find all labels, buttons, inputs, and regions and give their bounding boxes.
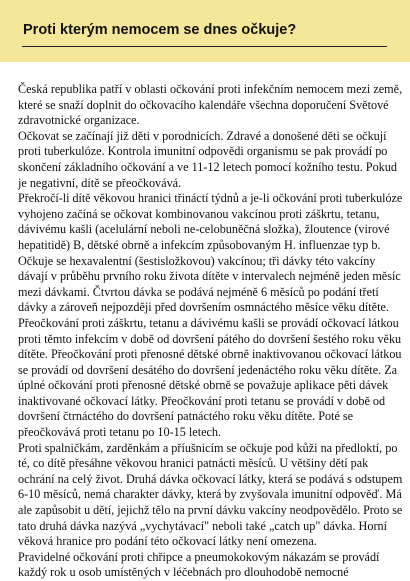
text-line: Pravidelné očkování proti chřipce a pneumokokovým nákazám se provádí (18, 549, 380, 564)
text-line: Očkuje se hexavalentní (šestisložkovou) vakcínou; tři dávky této vakcíny (18, 253, 376, 268)
title-underline (22, 46, 387, 47)
article-body (18, 82, 402, 581)
text-line: které se snaží doplnit do očkovacího kalendáře všechna doporučení Světové (18, 97, 389, 112)
text-line: Česká republika patří v oblasti očkování proti infekčním nemocem mezi země, (18, 82, 403, 96)
text-line: věková hranice pro podání této očkovací látky není omezena. (18, 534, 317, 549)
text-line: inaktivované očkovací látky. Přeočkování proti tetanu se provádí v době od (18, 393, 386, 408)
text-line: vyhojeno začíná se očkovat kombinovanou vakcínou proti záškrtu, tetanu, (18, 206, 380, 221)
text-line: každý rok u osob umístěných v léčebnách pro dlouhodobě nemocné (18, 565, 349, 580)
text-line: je negativní, dítě se přeočkovává. (18, 175, 182, 190)
text-line: proti těmto infekcím v době od dovršení pátého do dovršení šestého roku věku (18, 331, 402, 346)
text-line: té, co dítě přesáhne věkovou hranici patnácti měsíců. U většiny dětí pak (18, 456, 369, 471)
paragraph-4 (18, 441, 402, 550)
text-line: přeočkovává proti tetanu po 10-15 letech. (18, 425, 222, 440)
text-line: dávají v průběhu prvního roku života dítěte v intervalech nejméně jeden měsíc (18, 269, 401, 284)
text-line: 6-10 měsíců, nemá charakter dávky, která by zvyšovala imunitní odpověď. Má (18, 487, 402, 502)
page-title: Proti kterým nemocem se dnes očkuje? (23, 22, 297, 38)
text-line: Přeočkování proti záškrtu, tetanu a dávivému kašli se provádí očkovací látkou (18, 315, 399, 330)
text-line: mezi dávkami. Čtvrtou dávka se podává nejméně 6 měsíců po podání třetí (18, 284, 379, 299)
text-line: proti tuberkulóze. Kontrola imunitní odpovědi organismu se pak provádí po (18, 144, 388, 159)
text-line: dávivému kašli (acelulární neboli ne-celobuněčná složka), žloutence (virové (18, 222, 390, 237)
paragraph-2 (18, 129, 402, 191)
text-line: Proti spalničkám, zarděnkám a příušnicím se očkuje pod kůži na předloktí, po (18, 440, 398, 455)
text-line: úplné očkování proti přenosné dětské obrně se považuje aplikace pěti dávek (18, 378, 389, 393)
text-line: ale zapůsobit u dětí, jejichž tělo na první dávku vakcíny neodpovědělo. Proto se (18, 503, 403, 518)
text-line: Překročí-li dítě věkovou hranici třináctí týdnů a je-li očkování proti tuberkulóze (18, 191, 403, 206)
paragraph-5 (18, 550, 402, 581)
text-line: ochrání na celý život. Druhá dávka očkovací látky, která se podává s odstupem (18, 471, 403, 486)
text-line: dávky a zároveň nejpozději před dovršením osmnáctého měsíce věku dítěte. (18, 300, 389, 315)
text-line: zdravotnické organizace. (18, 113, 140, 128)
text-line: hepatitidě) B, dětské obrně a infekcím způsobovaným H. influenzae typ b. (18, 237, 381, 252)
text-line: skončení základního očkování a ve 11-12 letech pomocí kožního testu. Pokud (18, 159, 397, 174)
text-line: Očkovat se začínají již děti v porodnicích. Zdravé a donošené děti se očkují (18, 128, 387, 143)
text-line: dítěte. Přeočkování proti přenosné dětské obrně inaktivovanou očkovací látkou (18, 347, 402, 362)
text-line: dovršení čtrnáctého do dovršení patnáctého roku věku dítěte. Poté se (18, 409, 354, 424)
paragraph-3 (18, 191, 402, 441)
paragraph-1 (18, 82, 402, 129)
text-line: se provádí od dovršení desátého do dovršení jedenáctého roku věku dítěte. Za (18, 362, 398, 377)
text-line: tato druhá dávka nazývá „vychytávací" neboli také „catch up" dávka. Horní (18, 518, 387, 533)
